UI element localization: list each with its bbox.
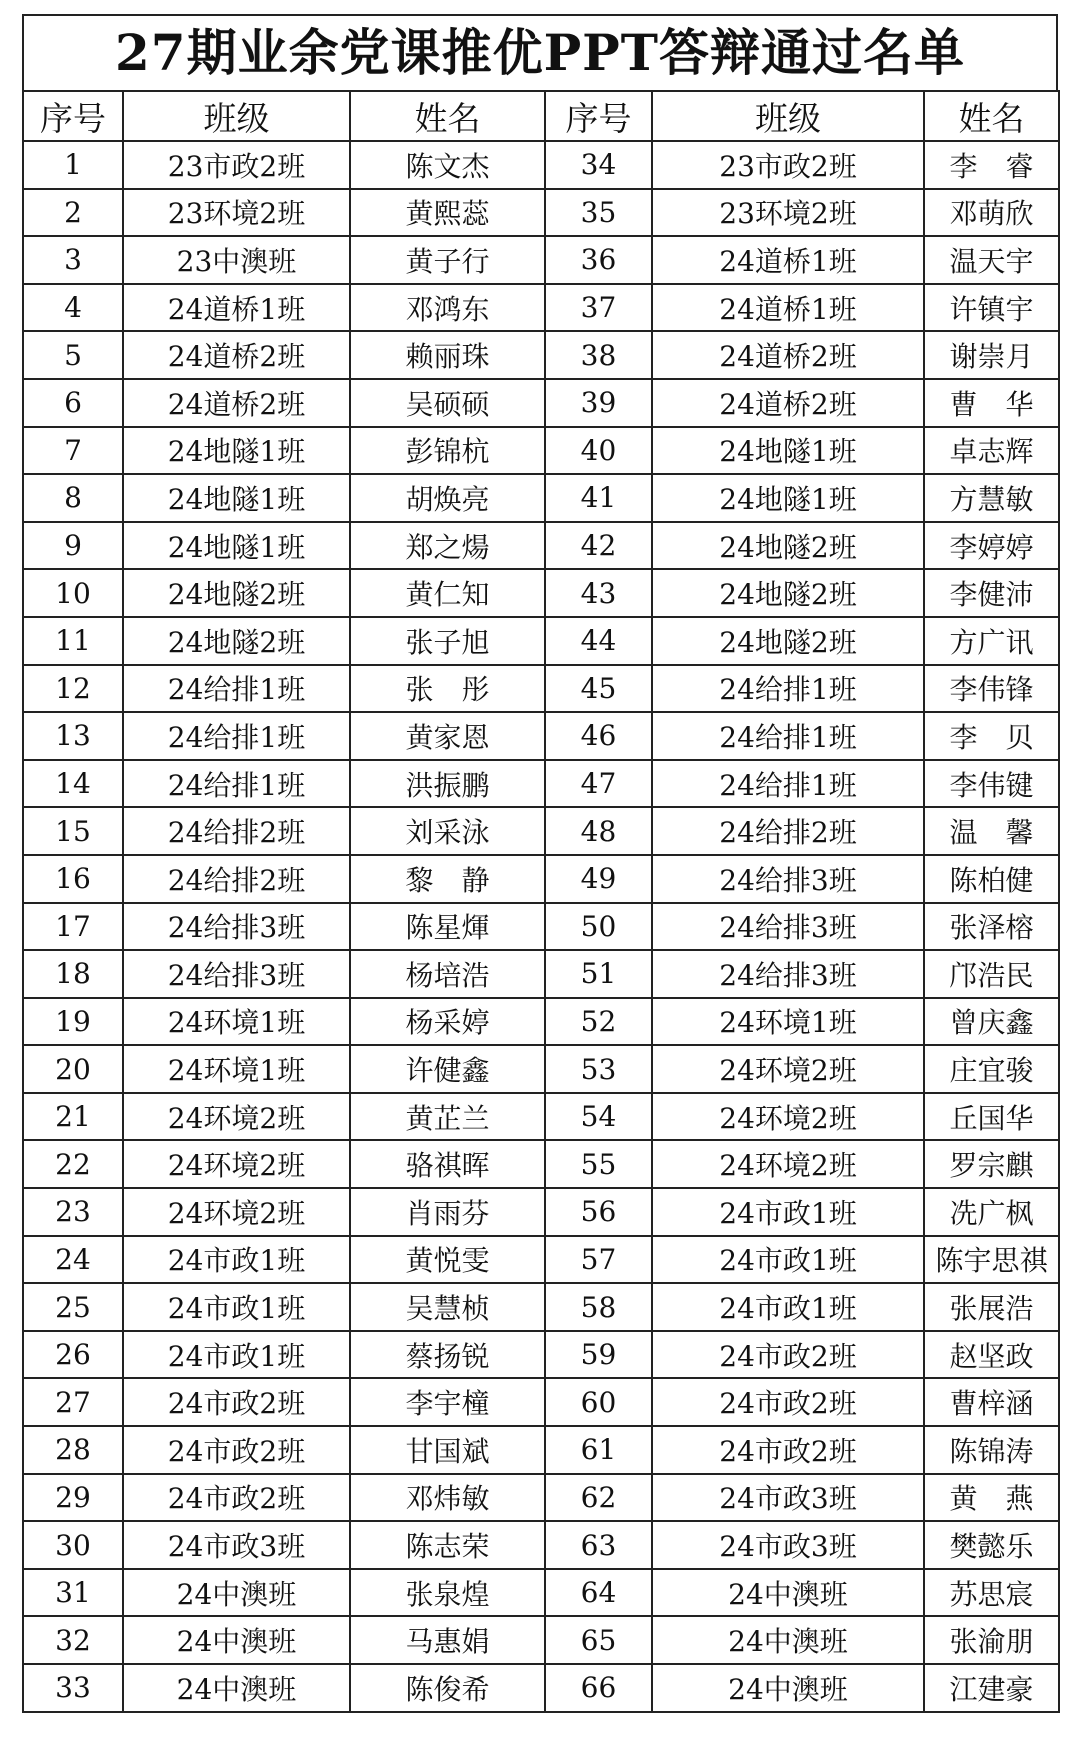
cell-seq-right: 49 — [545, 855, 652, 903]
table-row — [23, 1521, 1059, 1569]
cell-seq-right: 35 — [545, 189, 652, 237]
cell-class-right: 24地隧2班 — [652, 569, 924, 617]
cell-class-left: 23中澳班 — [123, 236, 350, 284]
cell-class-right: 24道桥2班 — [652, 379, 924, 427]
header-name-left: 姓名 — [350, 91, 545, 141]
cell-class-left: 24给排1班 — [123, 712, 350, 760]
cell-class-left: 24给排2班 — [123, 807, 350, 855]
cell-name-left: 黄芷兰 — [350, 1093, 545, 1141]
cell-name-right: 张泽榕 — [924, 903, 1059, 951]
cell-seq-left: 5 — [23, 331, 123, 379]
table-row — [23, 331, 1059, 379]
cell-class-right: 23市政2班 — [652, 141, 924, 189]
cell-name-right: 李 贝 — [924, 712, 1059, 760]
table-row — [23, 855, 1059, 903]
cell-name-left: 张 彤 — [350, 665, 545, 713]
cell-class-left: 24给排3班 — [123, 950, 350, 998]
cell-seq-left: 6 — [23, 379, 123, 427]
cell-seq-left: 1 — [23, 141, 123, 189]
cell-class-left: 23市政2班 — [123, 141, 350, 189]
cell-seq-left: 29 — [23, 1474, 123, 1522]
cell-seq-right: 38 — [545, 331, 652, 379]
cell-class-left: 24市政2班 — [123, 1426, 350, 1474]
cell-name-left: 洪振鹏 — [350, 760, 545, 808]
cell-class-right: 24给排1班 — [652, 712, 924, 760]
cell-name-right: 黄 燕 — [924, 1474, 1059, 1522]
cell-name-left: 彭锦杭 — [350, 427, 545, 475]
cell-class-right: 24道桥1班 — [652, 236, 924, 284]
cell-class-right: 24中澳班 — [652, 1569, 924, 1617]
cell-seq-left: 32 — [23, 1616, 123, 1664]
cell-class-right: 24地隧2班 — [652, 522, 924, 570]
cell-seq-left: 7 — [23, 427, 123, 475]
cell-name-left: 邓鸿东 — [350, 284, 545, 332]
cell-seq-right: 42 — [545, 522, 652, 570]
cell-class-left: 24环境2班 — [123, 1140, 350, 1188]
cell-seq-right: 66 — [545, 1664, 652, 1712]
cell-name-left: 许健鑫 — [350, 1045, 545, 1093]
table-row — [23, 1378, 1059, 1426]
cell-class-left: 24环境2班 — [123, 1093, 350, 1141]
table-row — [23, 950, 1059, 998]
table-row — [23, 236, 1059, 284]
cell-name-left: 黄仁知 — [350, 569, 545, 617]
cell-class-left: 24市政1班 — [123, 1331, 350, 1379]
cell-name-left: 杨培浩 — [350, 950, 545, 998]
cell-class-right: 24道桥2班 — [652, 331, 924, 379]
cell-seq-left: 10 — [23, 569, 123, 617]
cell-class-right: 24地隧2班 — [652, 617, 924, 665]
cell-name-right: 邝浩民 — [924, 950, 1059, 998]
cell-class-right: 24给排1班 — [652, 665, 924, 713]
cell-name-right: 丘国华 — [924, 1093, 1059, 1141]
cell-seq-right: 45 — [545, 665, 652, 713]
cell-name-left: 陈文杰 — [350, 141, 545, 189]
cell-class-right: 24道桥1班 — [652, 284, 924, 332]
page-title: 27期业余党课推优PPT答辩通过名单 — [22, 14, 1058, 90]
cell-seq-right: 44 — [545, 617, 652, 665]
cell-seq-left: 12 — [23, 665, 123, 713]
cell-class-left: 24环境1班 — [123, 998, 350, 1046]
table-row — [23, 617, 1059, 665]
cell-name-right: 张展浩 — [924, 1283, 1059, 1331]
cell-seq-right: 55 — [545, 1140, 652, 1188]
cell-name-right: 樊懿乐 — [924, 1521, 1059, 1569]
cell-name-right: 曹梓涵 — [924, 1378, 1059, 1426]
cell-class-left: 24地隧2班 — [123, 617, 350, 665]
table-row — [23, 760, 1059, 808]
cell-class-left: 24地隧1班 — [123, 427, 350, 475]
table-row — [23, 665, 1059, 713]
cell-name-right: 陈锦涛 — [924, 1426, 1059, 1474]
cell-seq-left: 14 — [23, 760, 123, 808]
cell-class-left: 24市政2班 — [123, 1378, 350, 1426]
cell-class-left: 24环境2班 — [123, 1188, 350, 1236]
cell-class-left: 24给排1班 — [123, 665, 350, 713]
cell-name-right: 赵坚政 — [924, 1331, 1059, 1379]
cell-name-right: 陈宇思祺 — [924, 1236, 1059, 1284]
cell-seq-right: 58 — [545, 1283, 652, 1331]
cell-name-right: 冼广枫 — [924, 1188, 1059, 1236]
table-row — [23, 1045, 1059, 1093]
table-row — [23, 189, 1059, 237]
cell-name-right: 罗宗麒 — [924, 1140, 1059, 1188]
cell-seq-left: 22 — [23, 1140, 123, 1188]
cell-name-right: 曹 华 — [924, 379, 1059, 427]
cell-class-right: 24市政3班 — [652, 1521, 924, 1569]
cell-seq-right: 51 — [545, 950, 652, 998]
cell-seq-left: 30 — [23, 1521, 123, 1569]
cell-class-left: 23环境2班 — [123, 189, 350, 237]
cell-name-right: 谢崇月 — [924, 331, 1059, 379]
cell-class-right: 24地隧1班 — [652, 427, 924, 475]
cell-seq-right: 64 — [545, 1569, 652, 1617]
table-row — [23, 284, 1059, 332]
header-class-left: 班级 — [123, 91, 350, 141]
cell-class-left: 24道桥2班 — [123, 331, 350, 379]
cell-seq-left: 26 — [23, 1331, 123, 1379]
cell-name-left: 杨采婷 — [350, 998, 545, 1046]
cell-seq-right: 46 — [545, 712, 652, 760]
cell-name-left: 张泉煌 — [350, 1569, 545, 1617]
cell-name-left: 郑之煬 — [350, 522, 545, 570]
cell-name-right: 温 馨 — [924, 807, 1059, 855]
cell-class-left: 24给排1班 — [123, 760, 350, 808]
cell-class-left: 24市政1班 — [123, 1236, 350, 1284]
table-row — [23, 1236, 1059, 1284]
table-row — [23, 1093, 1059, 1141]
table-row — [23, 474, 1059, 522]
cell-name-right: 李 睿 — [924, 141, 1059, 189]
cell-name-left: 黄家恩 — [350, 712, 545, 760]
cell-seq-right: 56 — [545, 1188, 652, 1236]
cell-seq-left: 8 — [23, 474, 123, 522]
cell-seq-left: 25 — [23, 1283, 123, 1331]
cell-name-right: 陈柏健 — [924, 855, 1059, 903]
cell-class-left: 24中澳班 — [123, 1664, 350, 1712]
cell-name-left: 肖雨芬 — [350, 1188, 545, 1236]
table-row — [23, 1569, 1059, 1617]
cell-seq-left: 33 — [23, 1664, 123, 1712]
table-row — [23, 807, 1059, 855]
cell-class-right: 24给排3班 — [652, 950, 924, 998]
cell-seq-left: 28 — [23, 1426, 123, 1474]
cell-class-right: 24市政3班 — [652, 1474, 924, 1522]
table-row — [23, 1331, 1059, 1379]
cell-class-left: 24地隧2班 — [123, 569, 350, 617]
cell-class-left: 24地隧1班 — [123, 474, 350, 522]
cell-name-left: 刘采泳 — [350, 807, 545, 855]
cell-seq-left: 20 — [23, 1045, 123, 1093]
cell-seq-right: 61 — [545, 1426, 652, 1474]
cell-seq-right: 63 — [545, 1521, 652, 1569]
cell-class-left: 24市政1班 — [123, 1283, 350, 1331]
cell-seq-right: 40 — [545, 427, 652, 475]
header-seq-right: 序号 — [545, 91, 652, 141]
table-row — [23, 903, 1059, 951]
cell-name-left: 邓炜敏 — [350, 1474, 545, 1522]
cell-class-right: 23环境2班 — [652, 189, 924, 237]
cell-name-left: 张子旭 — [350, 617, 545, 665]
table-row — [23, 141, 1059, 189]
cell-seq-right: 57 — [545, 1236, 652, 1284]
cell-seq-right: 36 — [545, 236, 652, 284]
cell-seq-left: 24 — [23, 1236, 123, 1284]
cell-name-right: 温天宇 — [924, 236, 1059, 284]
cell-name-left: 胡焕亮 — [350, 474, 545, 522]
cell-class-right: 24给排1班 — [652, 760, 924, 808]
table-row — [23, 379, 1059, 427]
cell-name-left: 甘国斌 — [350, 1426, 545, 1474]
cell-name-right: 庄宜骏 — [924, 1045, 1059, 1093]
table-row — [23, 1664, 1059, 1712]
table-row — [23, 1188, 1059, 1236]
cell-name-left: 李宇橦 — [350, 1378, 545, 1426]
cell-name-left: 蔡扬锐 — [350, 1331, 545, 1379]
cell-seq-left: 15 — [23, 807, 123, 855]
cell-class-right: 24地隧1班 — [652, 474, 924, 522]
cell-name-right: 李伟键 — [924, 760, 1059, 808]
cell-class-left: 24给排2班 — [123, 855, 350, 903]
cell-name-left: 吴慧桢 — [350, 1283, 545, 1331]
cell-seq-left: 9 — [23, 522, 123, 570]
cell-name-left: 黄熙蕊 — [350, 189, 545, 237]
cell-name-left: 陈志荣 — [350, 1521, 545, 1569]
cell-seq-left: 16 — [23, 855, 123, 903]
table-row — [23, 1283, 1059, 1331]
name-list-sheet — [22, 14, 1058, 1713]
cell-seq-right: 52 — [545, 998, 652, 1046]
cell-seq-left: 17 — [23, 903, 123, 951]
cell-class-right: 24给排3班 — [652, 903, 924, 951]
table-row — [23, 1474, 1059, 1522]
cell-seq-right: 54 — [545, 1093, 652, 1141]
cell-class-right: 24市政1班 — [652, 1188, 924, 1236]
cell-class-right: 24给排2班 — [652, 807, 924, 855]
cell-name-left: 赖丽珠 — [350, 331, 545, 379]
header-class-right: 班级 — [652, 91, 924, 141]
table-row — [23, 522, 1059, 570]
cell-seq-right: 34 — [545, 141, 652, 189]
cell-class-right: 24环境2班 — [652, 1093, 924, 1141]
cell-class-right: 24市政2班 — [652, 1378, 924, 1426]
header-seq-left: 序号 — [23, 91, 123, 141]
cell-class-left: 24地隧1班 — [123, 522, 350, 570]
cell-class-left: 24中澳班 — [123, 1569, 350, 1617]
cell-seq-left: 19 — [23, 998, 123, 1046]
cell-class-right: 24环境2班 — [652, 1045, 924, 1093]
cell-name-right: 邓萌欣 — [924, 189, 1059, 237]
cell-class-right: 24中澳班 — [652, 1664, 924, 1712]
cell-name-right: 方广讯 — [924, 617, 1059, 665]
cell-name-left: 黎 静 — [350, 855, 545, 903]
cell-name-right: 江建豪 — [924, 1664, 1059, 1712]
cell-seq-right: 65 — [545, 1616, 652, 1664]
cell-seq-left: 23 — [23, 1188, 123, 1236]
cell-name-right: 方慧敏 — [924, 474, 1059, 522]
cell-class-right: 24中澳班 — [652, 1616, 924, 1664]
cell-seq-right: 39 — [545, 379, 652, 427]
cell-seq-right: 62 — [545, 1474, 652, 1522]
cell-seq-left: 2 — [23, 189, 123, 237]
cell-name-right: 李健沛 — [924, 569, 1059, 617]
cell-class-right: 24环境2班 — [652, 1140, 924, 1188]
cell-seq-right: 37 — [545, 284, 652, 332]
header-row — [23, 91, 1059, 141]
cell-name-right: 许镇宇 — [924, 284, 1059, 332]
cell-name-left: 吴硕硕 — [350, 379, 545, 427]
cell-name-right: 苏思宸 — [924, 1569, 1059, 1617]
cell-seq-left: 13 — [23, 712, 123, 760]
cell-name-left: 陈星煇 — [350, 903, 545, 951]
cell-seq-left: 21 — [23, 1093, 123, 1141]
cell-name-left: 陈俊希 — [350, 1664, 545, 1712]
cell-class-left: 24市政2班 — [123, 1474, 350, 1522]
cell-name-right: 卓志辉 — [924, 427, 1059, 475]
cell-class-right: 24市政2班 — [652, 1426, 924, 1474]
cell-name-left: 骆祺晖 — [350, 1140, 545, 1188]
cell-seq-right: 47 — [545, 760, 652, 808]
cell-name-left: 黄子行 — [350, 236, 545, 284]
cell-seq-left: 3 — [23, 236, 123, 284]
cell-name-right: 李婷婷 — [924, 522, 1059, 570]
table-row — [23, 1616, 1059, 1664]
cell-seq-right: 41 — [545, 474, 652, 522]
table-row — [23, 427, 1059, 475]
cell-class-left: 24环境1班 — [123, 1045, 350, 1093]
cell-class-right: 24环境1班 — [652, 998, 924, 1046]
header-name-right: 姓名 — [924, 91, 1059, 141]
name-list-table — [22, 90, 1060, 1713]
cell-seq-left: 27 — [23, 1378, 123, 1426]
cell-name-right: 李伟锋 — [924, 665, 1059, 713]
cell-name-left: 黄悦雯 — [350, 1236, 545, 1284]
table-row — [23, 569, 1059, 617]
cell-class-left: 24中澳班 — [123, 1616, 350, 1664]
table-row — [23, 712, 1059, 760]
cell-seq-left: 11 — [23, 617, 123, 665]
cell-class-right: 24市政1班 — [652, 1283, 924, 1331]
cell-name-right: 曾庆鑫 — [924, 998, 1059, 1046]
cell-class-left: 24道桥2班 — [123, 379, 350, 427]
cell-name-right: 张渝朋 — [924, 1616, 1059, 1664]
cell-seq-right: 53 — [545, 1045, 652, 1093]
cell-seq-right: 59 — [545, 1331, 652, 1379]
table-row — [23, 1140, 1059, 1188]
cell-class-left: 24市政3班 — [123, 1521, 350, 1569]
cell-class-right: 24给排3班 — [652, 855, 924, 903]
cell-seq-left: 18 — [23, 950, 123, 998]
cell-seq-right: 60 — [545, 1378, 652, 1426]
cell-class-left: 24道桥1班 — [123, 284, 350, 332]
cell-class-right: 24市政2班 — [652, 1331, 924, 1379]
cell-seq-right: 50 — [545, 903, 652, 951]
table-row — [23, 1426, 1059, 1474]
cell-seq-left: 4 — [23, 284, 123, 332]
cell-seq-right: 43 — [545, 569, 652, 617]
cell-class-right: 24市政1班 — [652, 1236, 924, 1284]
cell-class-left: 24给排3班 — [123, 903, 350, 951]
table-row — [23, 998, 1059, 1046]
cell-name-left: 马惠娟 — [350, 1616, 545, 1664]
cell-seq-right: 48 — [545, 807, 652, 855]
cell-seq-left: 31 — [23, 1569, 123, 1617]
